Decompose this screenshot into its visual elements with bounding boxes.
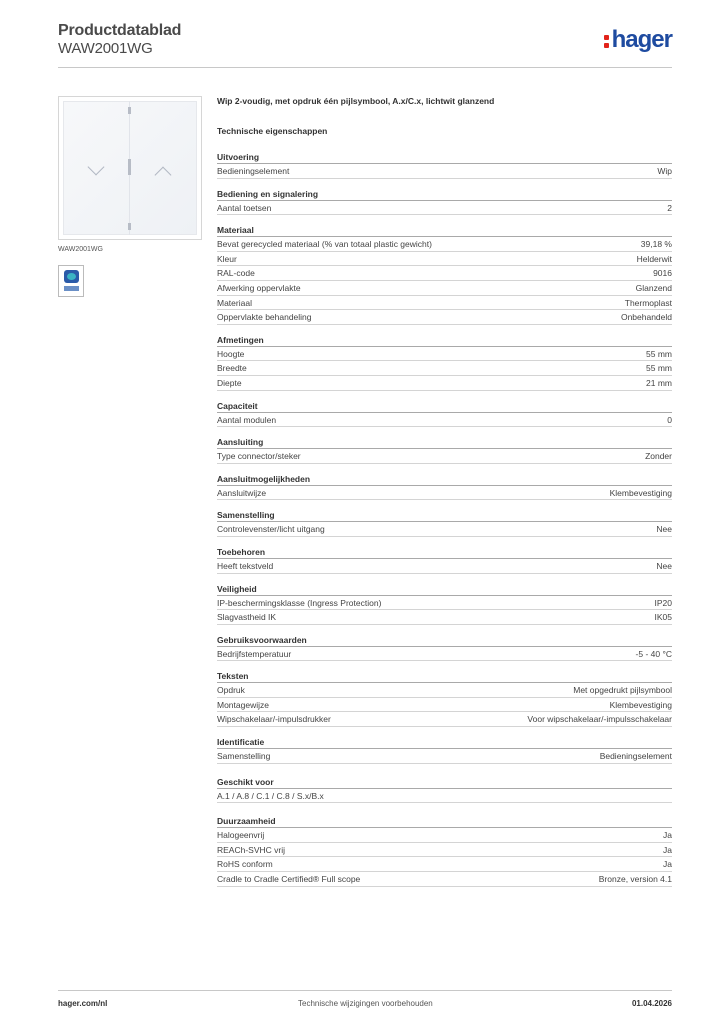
spec-value: Nee xyxy=(656,524,672,535)
spec-row xyxy=(217,522,672,537)
spec-label: Bevat gerecycled materiaal (% van totaal plastic gewicht) xyxy=(217,239,432,250)
spec-label: Type connector/steker xyxy=(217,451,301,462)
spec-row xyxy=(217,559,672,574)
spec-label: Aantal modulen xyxy=(217,414,277,425)
spec-value: Onbehandeld xyxy=(620,312,672,323)
image-caption: WAW2001WG xyxy=(58,246,103,253)
spec-row xyxy=(217,413,672,428)
spec-value: Voor wipschakelaar/-impulsschakelaar xyxy=(527,714,672,725)
spec-row xyxy=(217,843,672,858)
spec-label: Slagvastheid IK xyxy=(217,612,277,623)
section-title: Geschikt voor xyxy=(217,776,672,789)
spec-label: Samenstelling xyxy=(217,751,271,762)
website-link[interactable]: hager.com/nl xyxy=(58,999,108,1008)
spec-label: Hoogte xyxy=(217,348,245,359)
spec-section xyxy=(217,224,672,325)
logo-dots-icon xyxy=(604,35,610,49)
spec-label: Afwerking oppervlakte xyxy=(217,282,301,293)
spec-value: Zonder xyxy=(645,451,672,462)
section-title: Uitvoering xyxy=(217,151,672,164)
sustainability-section xyxy=(217,815,672,886)
section-title: Identificatie xyxy=(217,736,672,749)
section-title: Gebruiksvoorwaarden xyxy=(217,634,672,647)
spec-value: 21 mm xyxy=(646,377,672,388)
spec-value: Bedieningselement xyxy=(599,751,672,762)
spec-row xyxy=(217,857,672,872)
spec-row xyxy=(217,712,672,727)
spec-row xyxy=(217,486,672,501)
spec-section xyxy=(217,583,672,625)
product-image xyxy=(58,96,202,240)
spec-section xyxy=(217,151,672,179)
logo-text: hager xyxy=(611,26,672,53)
spec-row xyxy=(217,201,672,216)
spec-value: Ja xyxy=(663,844,672,855)
spec-row xyxy=(217,296,672,311)
spec-section xyxy=(217,334,672,391)
spec-section xyxy=(217,670,672,727)
suitable-for-section xyxy=(217,776,672,804)
spec-label: Opdruk xyxy=(217,685,245,696)
spec-label: Wipschakelaar/-impulsdrukker xyxy=(217,714,331,725)
spec-row xyxy=(217,828,672,843)
spec-value: Thermoplast xyxy=(624,297,672,308)
spec-row xyxy=(217,347,672,362)
spec-row xyxy=(217,449,672,464)
spec-value: Ja xyxy=(663,830,672,841)
spec-row xyxy=(217,237,672,252)
spec-row xyxy=(217,749,672,764)
section-title: Aansluiting xyxy=(217,436,672,449)
spec-value: 55 mm xyxy=(646,363,672,374)
spec-value: 9016 xyxy=(653,268,672,279)
certification-badge-icon xyxy=(58,265,84,297)
product-details xyxy=(217,96,672,896)
spec-value: 39,18 % xyxy=(640,239,672,250)
spec-value: 55 mm xyxy=(646,348,672,359)
spec-value: Helderwit xyxy=(636,253,672,264)
spec-row xyxy=(217,281,672,296)
spec-label: IP-beschermingsklasse (Ingress Protection) xyxy=(217,597,382,608)
spec-row xyxy=(217,596,672,611)
spec-value: Wip xyxy=(657,166,672,176)
spec-label: Heeft tekstveld xyxy=(217,560,274,571)
technical-properties-heading: Technische eigenschappen xyxy=(217,126,328,136)
spec-label: RAL-code xyxy=(217,268,255,279)
spec-row xyxy=(217,872,672,887)
spec-value: IP20 xyxy=(654,597,672,608)
spec-section xyxy=(217,509,672,537)
spec-value: Klembevestiging xyxy=(609,699,672,710)
section-title: Samenstelling xyxy=(217,509,672,522)
spec-section xyxy=(217,400,672,428)
spec-value: 0 xyxy=(667,414,672,425)
spec-section xyxy=(217,473,672,501)
spec-row xyxy=(217,164,672,179)
disclaimer: Technische wijzigingen voorbehouden xyxy=(298,999,433,1008)
spec-label: Kleur xyxy=(217,253,237,264)
spec-label: REACh-SVHC vrij xyxy=(217,844,286,855)
spec-label: Montagewijze xyxy=(217,699,269,710)
spec-label: Oppervlakte behandeling xyxy=(217,312,312,323)
spec-sections xyxy=(217,151,672,764)
spec-label: Materiaal xyxy=(217,297,252,308)
spec-label: Controlevenster/licht uitgang xyxy=(217,524,325,535)
spec-row xyxy=(217,610,672,625)
spec-label: Breedte xyxy=(217,363,247,374)
spec-label: Bedieningselement xyxy=(217,166,290,176)
spec-value: Glanzend xyxy=(635,282,672,293)
spec-row xyxy=(217,361,672,376)
section-title: Capaciteit xyxy=(217,400,672,413)
section-title: Teksten xyxy=(217,670,672,683)
spec-row xyxy=(217,698,672,713)
spec-row xyxy=(217,266,672,281)
hager-logo[interactable] xyxy=(604,26,672,54)
document-date: 01.04.2026 xyxy=(631,999,672,1008)
spec-label: Bedrijfstemperatuur xyxy=(217,648,292,659)
spec-label: Cradle to Cradle Certified® Full scope xyxy=(217,874,361,885)
page-header xyxy=(58,20,672,68)
spec-value: Nee xyxy=(656,560,672,571)
spec-label: RoHS conform xyxy=(217,859,273,870)
page-footer xyxy=(58,990,672,1014)
spec-section xyxy=(217,436,672,464)
spec-value: Bronze, version 4.1 xyxy=(598,874,672,885)
spec-section xyxy=(217,546,672,574)
spec-row xyxy=(217,683,672,698)
spec-label: Aansluitwijze xyxy=(217,487,267,498)
spec-row xyxy=(217,252,672,267)
spec-label: Aantal toetsen xyxy=(217,202,272,213)
section-title: Bediening en signalering xyxy=(217,188,672,201)
suitable-for-value: A.1 / A.8 / C.1 / C.8 / S.x/B.x xyxy=(217,789,672,804)
section-title: Veiligheid xyxy=(217,583,672,596)
spec-row xyxy=(217,376,672,391)
spec-value: Klembevestiging xyxy=(609,487,672,498)
section-title: Aansluitmogelijkheden xyxy=(217,473,672,486)
spec-value: Met opgedrukt pijlsymbool xyxy=(573,685,672,696)
spec-value: Ja xyxy=(663,859,672,870)
section-title: Duurzaamheid xyxy=(217,815,672,828)
section-title: Afmetingen xyxy=(217,334,672,347)
spec-label: Diepte xyxy=(217,377,242,388)
spec-value: IK05 xyxy=(654,612,672,623)
spec-label: Halogeenvrij xyxy=(217,830,265,841)
product-description: Wip 2-voudig, met opdruk één pijlsymbool, A.x/C.x, lichtwit glanzend xyxy=(217,96,495,106)
product-image-column xyxy=(58,96,202,297)
spec-value: 2 xyxy=(667,202,672,213)
spec-row xyxy=(217,310,672,325)
product-code: WAW2001WG xyxy=(58,40,153,57)
spec-value: -5 - 40 °C xyxy=(635,648,672,659)
spec-row xyxy=(217,647,672,662)
spec-section xyxy=(217,188,672,216)
document-title: Productdatablad xyxy=(58,22,182,39)
section-title: Toebehoren xyxy=(217,546,672,559)
spec-section xyxy=(217,736,672,764)
spec-section xyxy=(217,634,672,662)
section-title: Materiaal xyxy=(217,224,672,237)
